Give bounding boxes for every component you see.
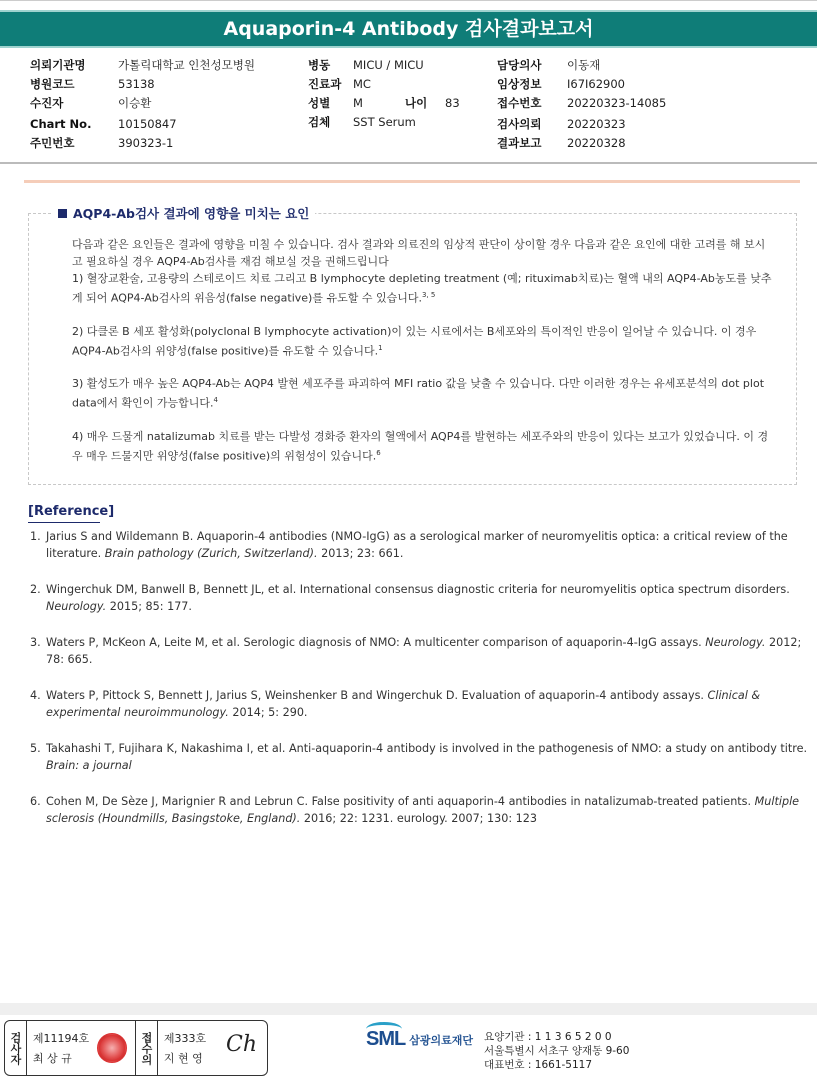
reference-authors-title: Waters P, McKeon A, Leite M, et al. Serologic diagnosis of NMO: A multicenter comparison of aquaporin-4-IgG assays. bbox=[46, 636, 702, 649]
info-label: 병원코드 bbox=[30, 77, 75, 91]
info-label: 주민번호 bbox=[30, 136, 75, 150]
reference-number: 5. bbox=[30, 742, 41, 755]
info-value: SST Serum bbox=[353, 115, 416, 129]
logo-mark: SML bbox=[366, 1028, 406, 1050]
info-label: 담당의사 bbox=[497, 58, 542, 72]
reference-volume: 2014; 5: 290. bbox=[232, 706, 308, 719]
info-label: 병동 bbox=[308, 58, 331, 72]
info-column-3 bbox=[497, 56, 666, 153]
sml-logo bbox=[366, 1028, 473, 1051]
approver-license-no: 제333호 bbox=[163, 1032, 207, 1045]
tester-license-no: 제11194호 bbox=[32, 1032, 90, 1045]
approver-name: 지 현 영 bbox=[163, 1052, 203, 1065]
reference-authors-title: Wingerchuk DM, Banwell B, Bennett JL, et al. International consensus diagnostic criteria for neuromyelitis optica spectrum disorders. bbox=[46, 583, 790, 596]
info-row bbox=[30, 94, 255, 113]
institution-code: 요양기관 : 1 1 3 6 5 2 0 0 bbox=[484, 1031, 612, 1043]
signature: Ch bbox=[226, 1032, 258, 1057]
reference-journal: Brain pathology (Zurich, Switzerland). bbox=[104, 547, 318, 560]
seal-stamp-icon bbox=[97, 1033, 127, 1063]
reference-item bbox=[30, 740, 817, 774]
info-label: 진료과 bbox=[308, 77, 342, 91]
approver-cell bbox=[158, 1021, 267, 1075]
info-row bbox=[30, 56, 255, 75]
logo-name: 삼광의료재단 bbox=[409, 1033, 473, 1047]
reference-authors-title: Waters P, Pittock S, Bennett J, Jarius S, Weinshenker B and Wingerchuk D. Evaluation of aquaporin-4 antibody assays. bbox=[46, 689, 704, 702]
info-row bbox=[497, 75, 666, 94]
divider bbox=[0, 162, 817, 164]
institution-tel: 대표번호 : 1661-5117 bbox=[484, 1059, 593, 1071]
logo-arc-icon bbox=[366, 1022, 402, 1036]
factor-item-2-text: 2) 다클론 B 세포 활성화(polyclonal B lymphocyte activation)이 있는 시료에서는 B세포와의 특이적인 반응이 일어날 수 있습니다. 이 경우 AQP4-Ab검사의 위양성(false positive)를 유도할 수 있습니다. bbox=[72, 324, 757, 358]
factor-item-3 bbox=[72, 375, 772, 412]
factors-intro: 다음과 같은 요인들은 결과에 영향을 미칠 수 있습니다. 검사 결과와 의료진의 임상적 판단이 상이할 경우 다음과 같은 요인에 대한 고려를 해 보시고 필요하실 경우 AQP4-Ab검사를 재검 해보실 것을 권해드립니다 bbox=[72, 238, 766, 268]
factors-body bbox=[72, 236, 772, 481]
reference-number: 6. bbox=[30, 795, 41, 808]
info-row bbox=[308, 113, 460, 132]
reference-text bbox=[46, 528, 817, 562]
info-label-age: 나이 bbox=[405, 96, 428, 110]
info-value: 10150847 bbox=[118, 117, 177, 131]
reference-journal: Neurology. bbox=[705, 636, 766, 649]
reference-number: 1. bbox=[30, 530, 41, 543]
info-label: 접수번호 bbox=[497, 96, 542, 110]
info-row bbox=[30, 115, 255, 134]
footer-band bbox=[0, 1003, 817, 1015]
reference-text bbox=[46, 793, 817, 827]
report-title: Aquaporin-4 Antibody 검사결과보고서 bbox=[0, 10, 817, 48]
info-value: 20220323-14085 bbox=[567, 96, 667, 110]
factor-item-2 bbox=[72, 323, 772, 360]
info-value: 53138 bbox=[118, 77, 155, 91]
info-label: 임상정보 bbox=[497, 77, 542, 91]
reference-journal: Clinical & experimental neuroimmunology. bbox=[46, 689, 761, 719]
reference-list bbox=[30, 528, 817, 846]
info-label: 수진자 bbox=[30, 96, 64, 110]
factors-heading bbox=[52, 204, 315, 222]
info-value: 20220328 bbox=[567, 136, 626, 150]
info-value: MC bbox=[353, 77, 371, 91]
reference-volume: 2015; 85: 177. bbox=[109, 600, 192, 613]
reference-item bbox=[30, 581, 817, 615]
info-value: 이승환 bbox=[118, 96, 152, 110]
reference-heading: [Reference] bbox=[28, 504, 115, 519]
info-value: 가톨릭대학교 인천성모병원 bbox=[118, 58, 255, 72]
info-label: 성별 bbox=[308, 96, 331, 110]
info-row bbox=[497, 56, 666, 75]
tester-name: 최 상 규 bbox=[32, 1052, 72, 1065]
reference-number: 2. bbox=[30, 583, 41, 596]
citation-sup: 4 bbox=[213, 396, 218, 405]
reference-journal: Brain: a journal bbox=[46, 759, 132, 772]
info-row bbox=[497, 134, 666, 153]
reference-authors-title: Cohen M, De Sèze J, Marignier R and Lebrun C. False positivity of anti aquaporin-4 antibodies in natalizumab-treated patients. bbox=[46, 795, 752, 808]
info-row bbox=[497, 94, 666, 113]
info-value: MICU / MICU bbox=[353, 58, 424, 72]
reference-number: 4. bbox=[30, 689, 41, 702]
reference-text bbox=[46, 687, 817, 721]
info-row bbox=[308, 56, 460, 75]
square-bullet-icon bbox=[58, 209, 67, 218]
info-label: 검체 bbox=[308, 115, 331, 129]
info-label: 결과보고 bbox=[497, 136, 542, 150]
info-column-1 bbox=[30, 56, 255, 153]
factor-item-4 bbox=[72, 428, 772, 465]
info-column-2 bbox=[308, 56, 460, 132]
info-value: M bbox=[353, 96, 363, 110]
factors-heading-text: AQP4-Ab검사 결과에 영향을 미치는 요인 bbox=[73, 206, 310, 221]
info-label: 의뢰기관명 bbox=[30, 58, 86, 72]
tester-label: 검사자 bbox=[5, 1021, 27, 1075]
reference-item bbox=[30, 634, 817, 668]
info-row bbox=[308, 75, 460, 94]
citation-sup: 3, 5 bbox=[421, 291, 436, 299]
institution-info bbox=[484, 1030, 629, 1072]
info-row bbox=[308, 94, 460, 113]
info-value: 이동재 bbox=[567, 58, 601, 72]
citation-sup: 6 bbox=[376, 448, 381, 457]
reference-number: 3. bbox=[30, 636, 41, 649]
tester-cell bbox=[27, 1021, 136, 1075]
info-label: 검사의뢰 bbox=[497, 117, 542, 131]
reference-text bbox=[46, 581, 817, 615]
factor-item-3-text: 3) 활성도가 매우 높은 AQP4-Ab는 AQP4 발현 세포주를 파괴하여 MFI ratio 값을 낮출 수 있습니다. 다만 이러한 경우는 유세포분석의 dot plot data에서 확인이 가능합니다. bbox=[72, 377, 765, 410]
signature-box bbox=[4, 1020, 268, 1076]
divider-accent bbox=[24, 180, 800, 183]
info-value: 390323-1 bbox=[118, 136, 174, 150]
reference-text bbox=[46, 740, 817, 774]
reference-volume: 2013; 23: 661. bbox=[321, 547, 404, 560]
institution-address: 서울특별시 서초구 양재동 9-60 bbox=[484, 1045, 630, 1057]
info-row bbox=[30, 134, 255, 153]
info-row bbox=[30, 75, 255, 94]
reference-authors-title: Jarius S and Wildemann B. Aquaporin-4 antibodies (NMO-IgG) as a serological marker of neuromyelitis optica: a critical review of the literature. bbox=[46, 530, 788, 560]
factor-item-4-text: 4) 매우 드물게 natalizumab 치료를 받는 다발성 경화증 환자의 혈액에서 AQP4를 발현하는 세포주와의 반응이 있다는 보고가 있었습니다. 이 경우 매우 드물지만 위양성(false positive)의 위험성이 있습니다. bbox=[72, 429, 769, 463]
factor-item-1 bbox=[72, 270, 772, 307]
info-label: Chart No. bbox=[30, 117, 92, 131]
reference-item bbox=[30, 687, 817, 721]
citation-sup: 1 bbox=[378, 343, 383, 352]
reference-volume: 2012; 78: 665. bbox=[46, 636, 802, 666]
info-value: 20220323 bbox=[567, 117, 626, 131]
info-row bbox=[497, 115, 666, 134]
top-border bbox=[0, 0, 817, 6]
factor-item-1-text: 1) 혈장교환술, 고용량의 스테로이드 치료 그리고 B lymphocyte depleting treatment (예; rituximab치료)는 혈액 내의 AQP4-Ab농도를 낮추게 되어 AQP4-Ab검사의 위음성(false negative)를 유도할 수 있습니다. bbox=[72, 272, 772, 305]
reference-volume: 2016; 22: 1231. eurology. 2007; 130: 123 bbox=[303, 812, 538, 825]
reference-underline bbox=[28, 522, 100, 523]
reference-item bbox=[30, 793, 817, 827]
reference-journal: Neurology. bbox=[46, 600, 107, 613]
approver-label: 접수의 bbox=[136, 1021, 158, 1075]
reference-text bbox=[46, 634, 817, 668]
reference-authors-title: Takahashi T, Fujihara K, Nakashima I, et al. Anti-aquaporin-4 antibody is involved in the pathogenesis of NMO: a study on antibody titre. bbox=[46, 742, 808, 755]
reference-item bbox=[30, 528, 817, 562]
info-value: I67I62900 bbox=[567, 77, 625, 91]
reference-journal: Multiple sclerosis (Houndmills, Basingstoke, England). bbox=[46, 795, 800, 825]
info-value-age: 83 bbox=[445, 96, 460, 110]
